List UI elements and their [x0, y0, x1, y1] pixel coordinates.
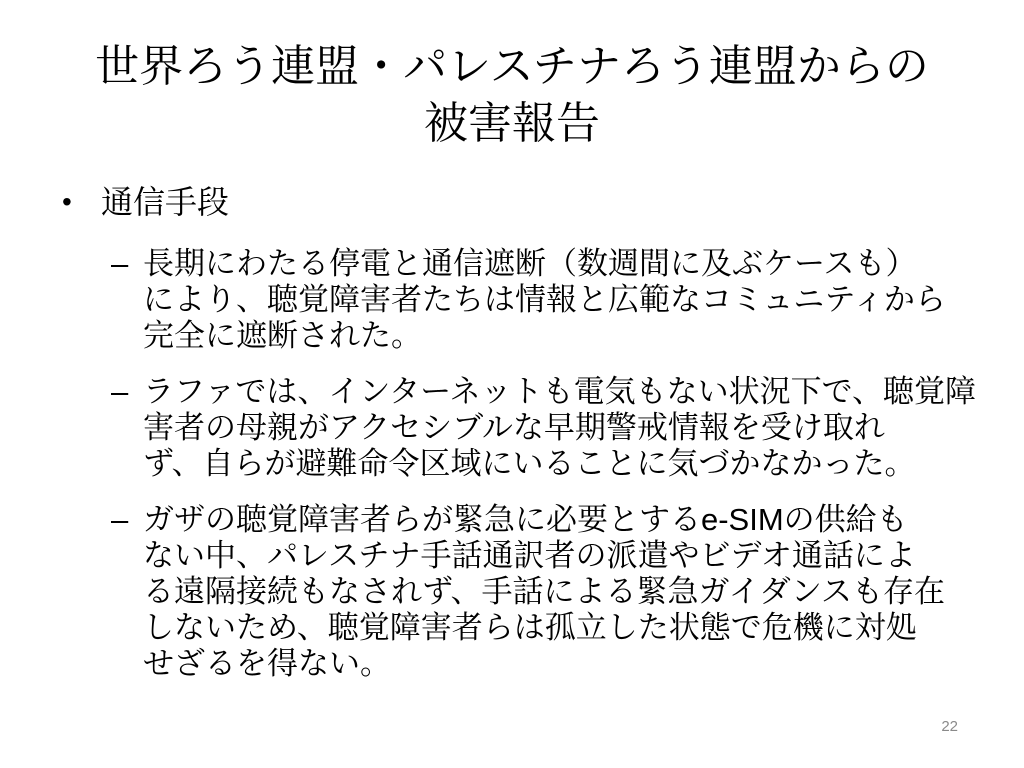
text-line: しないため、聴覚障害者らは孤立した状態で危機に対処 — [143, 610, 917, 645]
text-line: ガザの聴覚障害者らが緊急に必要とするe-SIMの供給も — [143, 502, 908, 537]
sub-bullet-text — [143, 246, 946, 354]
page-number: 22 — [941, 718, 958, 735]
text-line: る遠隔接続もなされず、手話による緊急ガイダンスも存在 — [143, 574, 945, 609]
slide-body — [0, 183, 1024, 702]
sub-bullet-text — [143, 502, 945, 682]
sub-bullet-1 — [0, 246, 1024, 354]
sub-bullet-text — [143, 374, 976, 482]
sub-bullet-3 — [0, 502, 1024, 682]
sub-bullet-marker: – — [111, 246, 129, 281]
text-line: ラファでは、インターネットも電気もない状況下で、聴覚障 — [143, 374, 976, 409]
text-line: 長期にわたる停電と通信遮断（数週間に及ぶケースも） — [143, 246, 917, 281]
sub-bullet-marker: – — [111, 502, 129, 537]
bullet-marker: • — [62, 186, 72, 217]
sub-bullet-marker: – — [111, 374, 129, 409]
text-line: ない中、パレスチナ手話通訳者の派遣やビデオ通話によ — [143, 538, 916, 573]
bullet-level1 — [0, 183, 1024, 221]
text-line: せざるを得ない。 — [143, 646, 391, 681]
text-line: 害者の母親がアクセシブルな早期警戒情報を受け取れ — [143, 410, 885, 445]
text-line: ず、自らが避難命令区域にいることに気づかなかった。 — [143, 446, 916, 481]
slide-title — [0, 38, 1024, 152]
text-line: 完全に遮断された。 — [143, 318, 422, 353]
text-line: により、聴覚障害者たちは情報と広範なコミュニティから — [143, 282, 946, 317]
title-line-2: 被害報告 — [424, 99, 600, 148]
sub-bullet-2 — [0, 374, 1024, 482]
title-line-1: 世界ろう連盟・パレスチナろう連盟からの — [95, 42, 929, 91]
bullet-text: 通信手段 — [101, 184, 230, 220]
